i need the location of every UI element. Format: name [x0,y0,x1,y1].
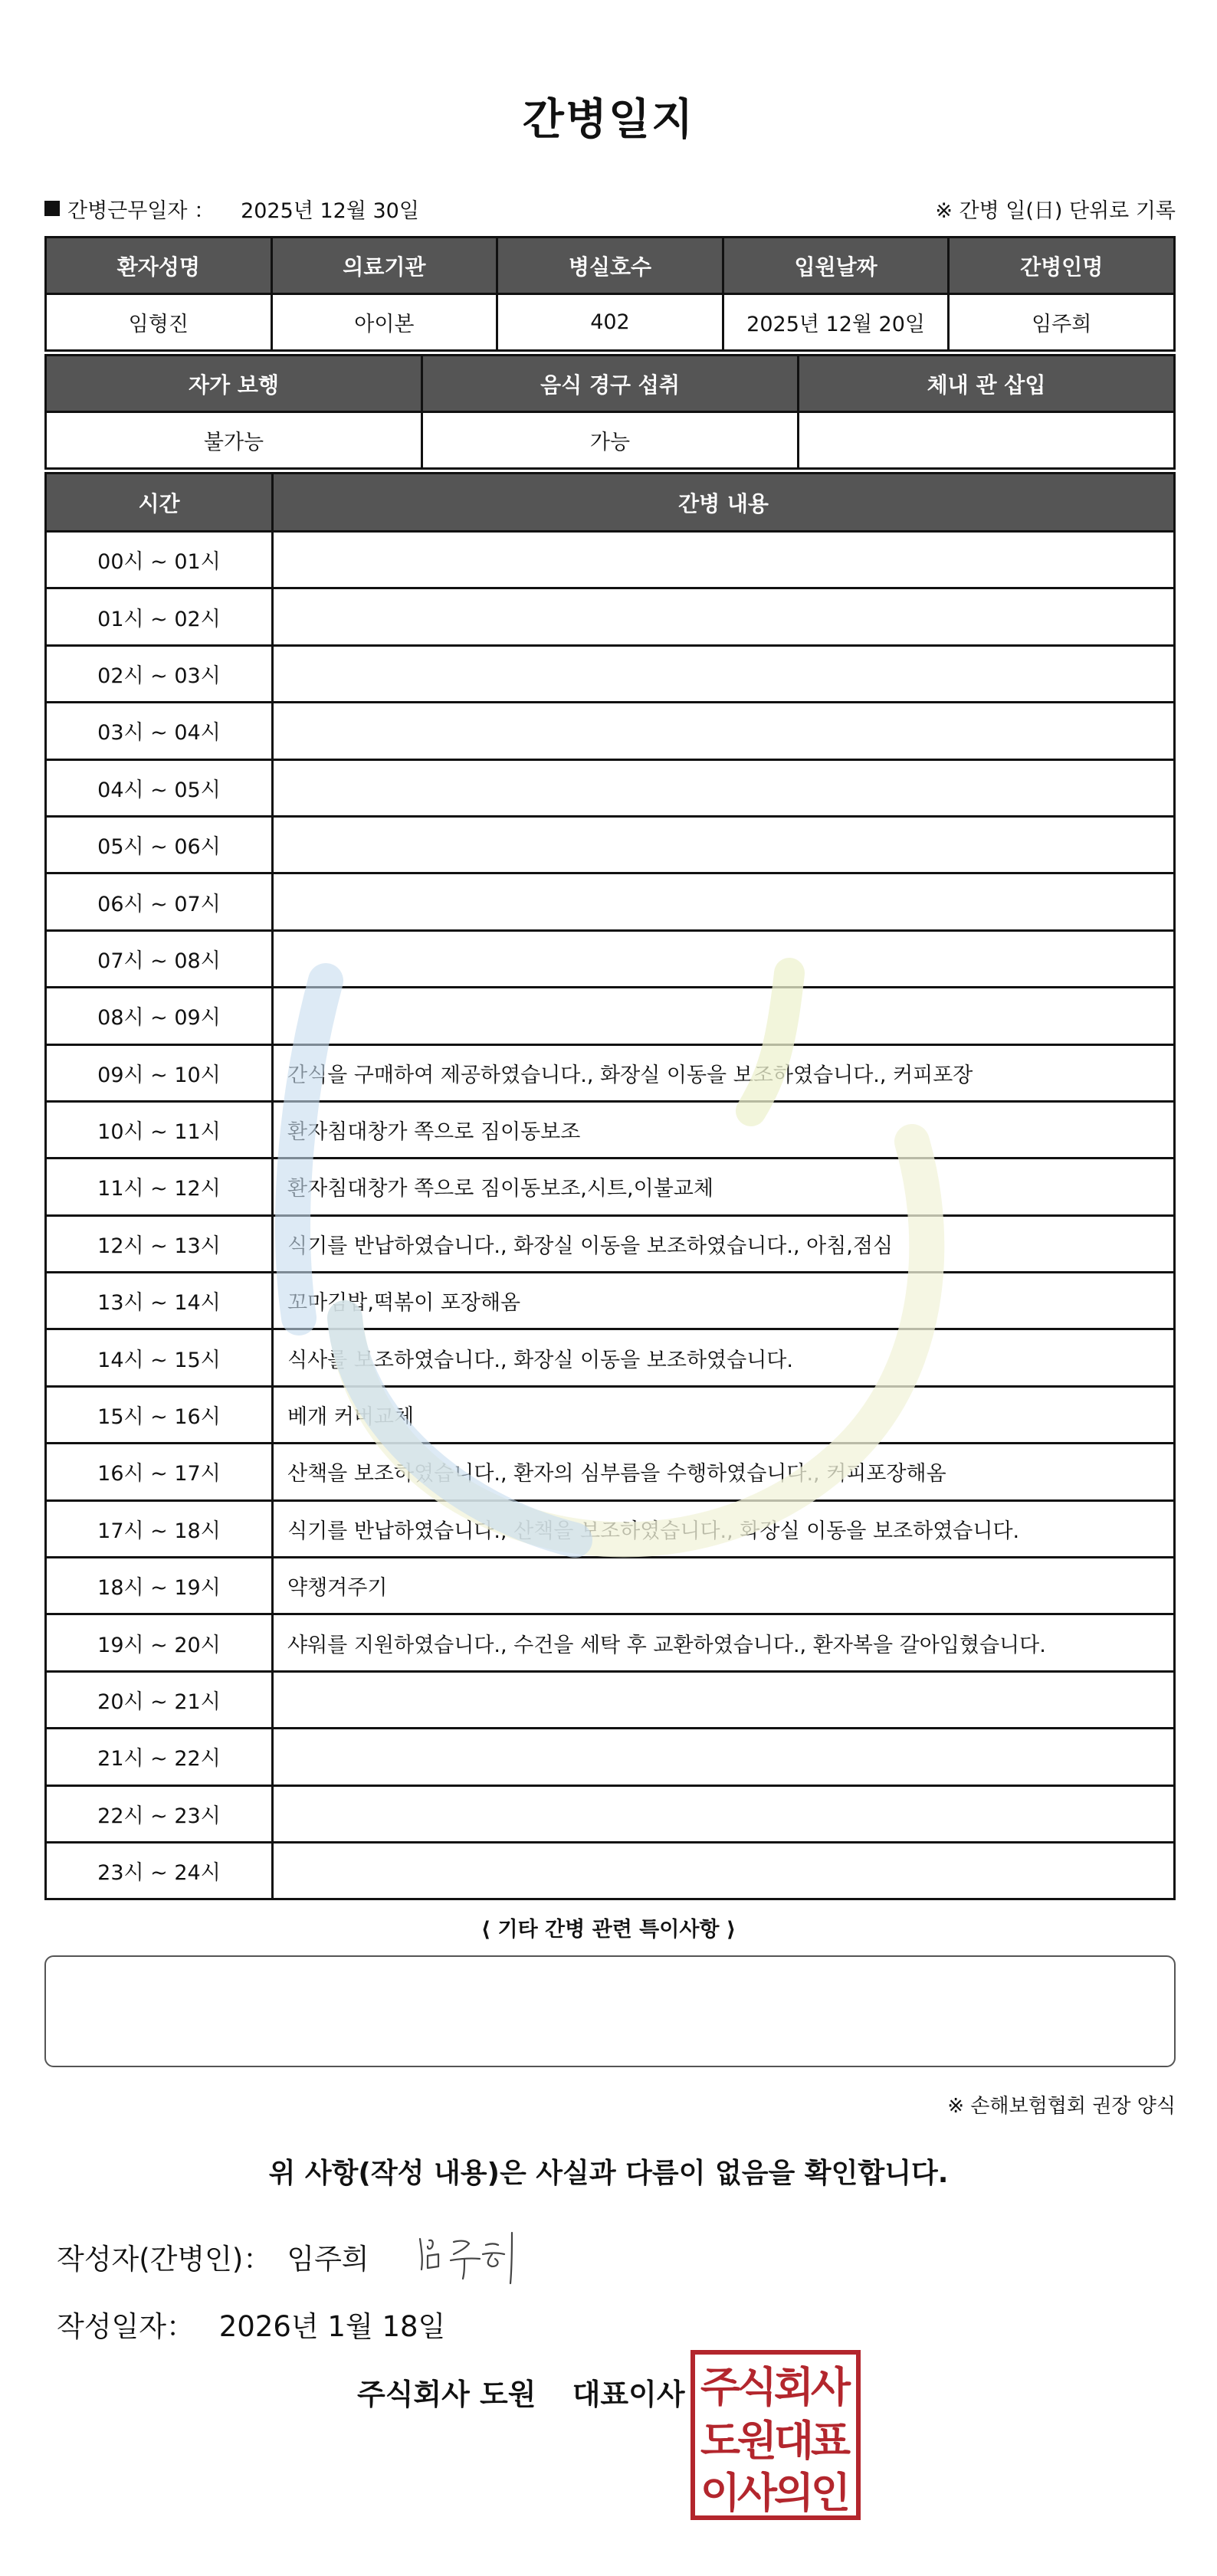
time-slot: 20시 ~ 21시 [46,1671,273,1728]
table-row [46,1500,1175,1557]
hospital-value: 아이본 [271,294,497,351]
time-slot: 08시 ~ 09시 [46,988,273,1044]
svg-text:사: 사 [736,2469,778,2517]
time-slot: 05시 ~ 06시 [46,816,273,873]
time-slot: 14시 ~ 15시 [46,1329,273,1386]
work-date-group [44,194,419,224]
care-content-cell: 간식을 구매하여 제공하였습니다., 화장실 이동을 보조하였습니다., 커피포장 [273,1044,1175,1101]
time-slot: 17시 ~ 18시 [46,1500,273,1557]
table-row [46,1842,1175,1899]
time-slot: 19시 ~ 20시 [46,1614,273,1671]
svg-text:주: 주 [700,2363,741,2411]
care-content-cell: 식기를 반납하였습니다., 화장실 이동을 보조하였습니다., 아침,점심 [273,1215,1175,1272]
handwritten-signature [406,2222,529,2291]
svg-text:원: 원 [736,2417,778,2465]
time-slot: 00시 ~ 01시 [46,532,273,588]
table-row [46,1273,1175,1329]
header-admission-date: 입원날짜 [723,238,949,294]
page-title: 간병일지 [522,95,695,145]
time-slot: 01시 ~ 02시 [46,588,273,645]
table-row [46,873,1175,930]
time-slot: 02시 ~ 03시 [46,645,273,702]
confirmation-statement: 위 사항(작성 내용)은 사실과 다름이 없음을 확인합니다. [268,2158,949,2189]
time-slot: 12시 ~ 13시 [46,1215,273,1272]
square-bullet-icon [44,201,60,216]
care-content-cell [273,588,1175,645]
care-content-cell [273,988,1175,1044]
time-slot: 22시 ~ 23시 [46,1785,273,1842]
care-content-cell [273,873,1175,930]
care-schedule-table [44,472,1176,1900]
care-content-cell [273,759,1175,816]
care-content-cell: 약챙겨주기 [273,1558,1175,1614]
patient-info-value-row [46,294,1175,351]
care-content-cell: 샤워를 지원하였습니다., 수건을 세탁 후 교환하였습니다., 환자복을 갈아입혔습니다. [273,1614,1175,1671]
patient-status-header-row [46,356,1175,412]
time-slot: 16시 ~ 17시 [46,1444,273,1500]
care-content-cell [273,703,1175,759]
care-content-cell: 식사를 보조하였습니다., 화장실 이동을 보조하였습니다. [273,1329,1175,1386]
care-content-cell [273,1729,1175,1785]
time-slot: 06시 ~ 07시 [46,873,273,930]
care-content-cell: 환자침대창가 쪽으로 짐이동보조 [273,1101,1175,1158]
care-content-cell [273,1842,1175,1899]
write-date-label: 작성일자： [57,2310,195,2343]
writer-name: 임주희 [287,2243,369,2276]
room-number-value: 402 [497,294,723,351]
write-date-value: 2026년 1월 18일 [218,2310,446,2343]
writer-label: 작성자(간병인)： [57,2243,272,2276]
svg-text:표: 표 [810,2417,851,2465]
care-content-cell [273,930,1175,987]
svg-text:의: 의 [773,2469,815,2517]
care-content-cell: 식기를 반납하였습니다., 산책을 보조하였습니다., 화장실 이동을 보조하였습니다. [273,1500,1175,1557]
table-row [46,759,1175,816]
time-slot: 15시 ~ 16시 [46,1386,273,1443]
header-caregiver-name: 간병인명 [949,238,1175,294]
company-signature-line [357,2371,685,2413]
svg-text:식: 식 [736,2363,778,2411]
time-slot: 23시 ~ 24시 [46,1842,273,1899]
work-date-label: 간병근무일자 ： [67,198,215,223]
svg-text:사: 사 [810,2363,851,2411]
table-row [46,1044,1175,1101]
table-row [46,988,1175,1044]
svg-text:이: 이 [700,2469,741,2517]
table-row [46,1444,1175,1500]
recommendation-note: ※ 손해보험협회 권장 양식 [947,2095,1176,2118]
time-slot: 10시 ~ 11시 [46,1101,273,1158]
care-content-cell [273,816,1175,873]
patient-status-value-row [46,412,1175,469]
tube-insertion-value [799,412,1175,469]
header-time: 시간 [46,474,273,532]
table-row [46,816,1175,873]
header-hospital: 의료기관 [271,238,497,294]
table-row [46,1215,1175,1272]
work-date-value: 2025년 12월 30일 [241,198,419,223]
time-slot: 13시 ~ 14시 [46,1273,273,1329]
table-row [46,1729,1175,1785]
time-slot: 18시 ~ 19시 [46,1558,273,1614]
time-slot: 07시 ~ 08시 [46,930,273,987]
work-date-row [44,193,1176,224]
header-patient-name: 환자성명 [46,238,272,294]
time-slot: 21시 ~ 22시 [46,1729,273,1785]
header-self-walking: 자가 보행 [46,356,422,412]
table-row [46,1671,1175,1728]
care-content-cell: 산책을 보조하였습니다., 환자의 심부름을 수행하였습니다., 커피포장해옴 [273,1444,1175,1500]
table-row [46,588,1175,645]
care-content-cell: 꼬마김밥,떡볶이 포장해옴 [273,1273,1175,1329]
time-slot: 11시 ~ 12시 [46,1159,273,1215]
table-row [46,1558,1175,1614]
care-content-cell [273,645,1175,702]
time-slot: 03시 ~ 04시 [46,703,273,759]
table-row [46,703,1175,759]
table-row [46,1614,1175,1671]
header-room-number: 병실호수 [497,238,723,294]
company-name: 주식회사 도원 [357,2378,536,2411]
special-notes-title: ⟨ 기타 간병 관련 특이사항 ⟩ [481,1918,736,1942]
care-content-cell: 베개 커버교체 [273,1386,1175,1443]
care-content-cell [273,1671,1175,1728]
table-row [46,1159,1175,1215]
admission-date-value: 2025년 12월 20일 [723,294,949,351]
svg-text:회: 회 [773,2363,815,2411]
table-row [46,1101,1175,1158]
care-content-cell: 환자침대창가 쪽으로 짐이동보조,시트,이불교체 [273,1159,1175,1215]
company-representative: 대표이사 [572,2378,685,2411]
svg-text:도: 도 [700,2417,741,2465]
table-row [46,532,1175,588]
header-care-content: 간병 내용 [273,474,1175,532]
care-content-cell [273,1785,1175,1842]
write-date-row [57,2303,445,2345]
header-oral-intake: 음식 경구 섭취 [422,356,799,412]
caregiver-name-value: 임주희 [949,294,1175,351]
svg-text:대: 대 [773,2417,815,2465]
table-row [46,645,1175,702]
writer-row [57,2236,369,2277]
patient-status-table [44,354,1176,470]
patient-info-header-row [46,238,1175,294]
table-row [46,1386,1175,1443]
table-row [46,1329,1175,1386]
care-content-cell [273,532,1175,588]
svg-text:인: 인 [810,2469,851,2517]
time-slot: 09시 ~ 10시 [46,1044,273,1101]
table-row [46,1785,1175,1842]
company-seal-stamp [690,2349,861,2521]
special-notes-box [44,1955,1176,2067]
self-walking-value: 불가능 [46,412,422,469]
patient-name-value: 임형진 [46,294,272,351]
patient-info-table [44,236,1176,352]
schedule-header-row [46,474,1175,532]
daily-record-note: ※ 간병 일(日) 단위로 기록 [935,198,1176,223]
time-slot: 04시 ~ 05시 [46,759,273,816]
oral-intake-value: 가능 [422,412,799,469]
table-row [46,930,1175,987]
header-tube-insertion: 체내 관 삽입 [799,356,1175,412]
